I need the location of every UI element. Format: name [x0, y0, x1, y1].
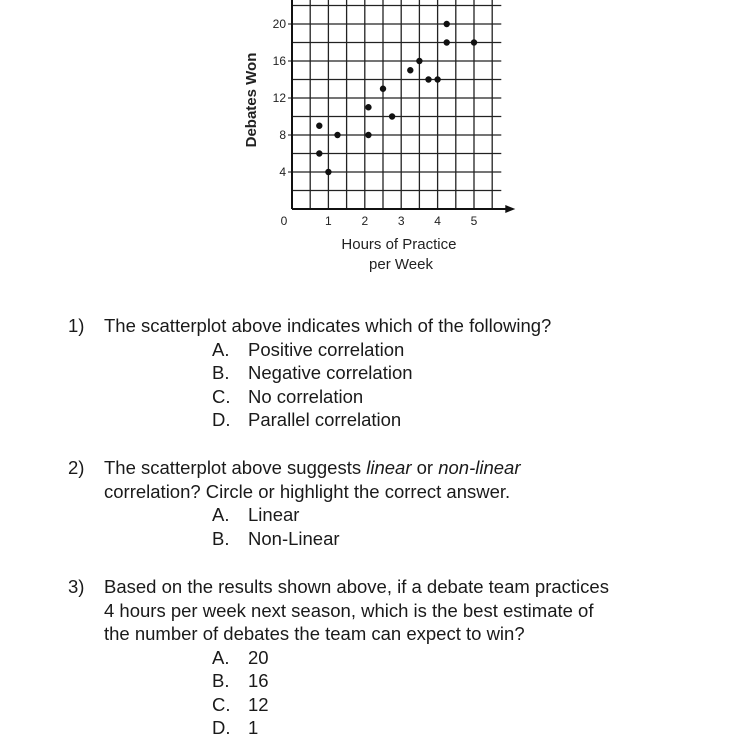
scatterplot-chart [230, 0, 540, 285]
option-letter: D. [212, 409, 231, 430]
option-letter: A. [212, 338, 230, 360]
option-text: Negative correlation [248, 362, 413, 383]
data-point [389, 113, 395, 119]
svg-text:12: 12 [272, 91, 286, 105]
data-point [316, 123, 322, 129]
option-text: Parallel correlation [248, 409, 402, 430]
data-point [407, 67, 413, 73]
data-point [365, 104, 371, 110]
data-point [334, 132, 340, 138]
stem-text: The scatterplot above suggests [104, 457, 367, 478]
x-axis-label-line2: per Week [369, 256, 433, 273]
question-stem [104, 456, 521, 480]
option-text: Positive correlation [248, 338, 405, 360]
question-stem-line1: Based on the results shown above, if a debate team practices [104, 576, 609, 597]
svg-text:0: 0 [280, 214, 288, 228]
question-stem: The scatterplot above indicates which of the following? [104, 315, 552, 336]
svg-text:3: 3 [397, 214, 405, 228]
option-text: No correlation [248, 385, 364, 407]
data-point [444, 39, 450, 45]
data-point [444, 21, 450, 27]
option-text: 16 [248, 670, 269, 691]
question-stem-line3: the number of debates the team can expect to win? [104, 623, 525, 644]
option-letter: D. [212, 717, 231, 738]
svg-text:4: 4 [279, 165, 286, 179]
x-axis-label-line1: Hours of Practice [341, 236, 457, 253]
option-letter: B. [212, 527, 230, 549]
data-point [416, 58, 422, 64]
y-tick-labels [273, 17, 292, 179]
option-text: Non-Linear [248, 527, 340, 549]
question-stem-line2: correlation? Circle or highlight the correct answer. [104, 480, 511, 502]
option-text: 1 [248, 717, 259, 738]
data-point [316, 150, 322, 156]
data-point [471, 39, 477, 45]
data-point [425, 76, 431, 82]
chart-grid [292, 0, 501, 209]
x-axis-label [341, 236, 460, 273]
question-number: 2) [68, 457, 85, 478]
svg-text:5: 5 [470, 214, 478, 228]
svg-text:16: 16 [272, 54, 286, 68]
svg-text:20: 20 [272, 17, 286, 31]
svg-text:4: 4 [434, 214, 441, 228]
data-point [434, 76, 440, 82]
question-number: 1) [68, 315, 85, 336]
x-tick-labels [281, 214, 478, 228]
svg-text:8: 8 [279, 128, 286, 142]
y-axis-label: Debates Won [243, 52, 260, 148]
option-letter: C. [212, 385, 231, 407]
question-number: 3) [68, 576, 85, 597]
stem-emphasis: non-linear [438, 457, 521, 478]
stem-emphasis: linear [366, 457, 412, 478]
svg-text:1: 1 [325, 214, 332, 228]
chart-axes [292, 0, 515, 213]
stem-text: or [411, 457, 439, 478]
option-letter: A. [212, 504, 230, 525]
option-letter: B. [212, 362, 230, 383]
option-text: 12 [248, 693, 269, 715]
option-text: Linear [248, 504, 300, 525]
data-point [325, 169, 331, 175]
option-letter: B. [212, 670, 230, 691]
option-letter: A. [212, 646, 230, 668]
data-point [380, 86, 386, 92]
option-text: 20 [248, 646, 269, 668]
option-letter: C. [212, 693, 231, 715]
svg-text:2: 2 [361, 214, 369, 228]
question-stem-line2: 4 hours per week next season, which is the best estimate of [104, 599, 594, 621]
data-point [365, 132, 371, 138]
